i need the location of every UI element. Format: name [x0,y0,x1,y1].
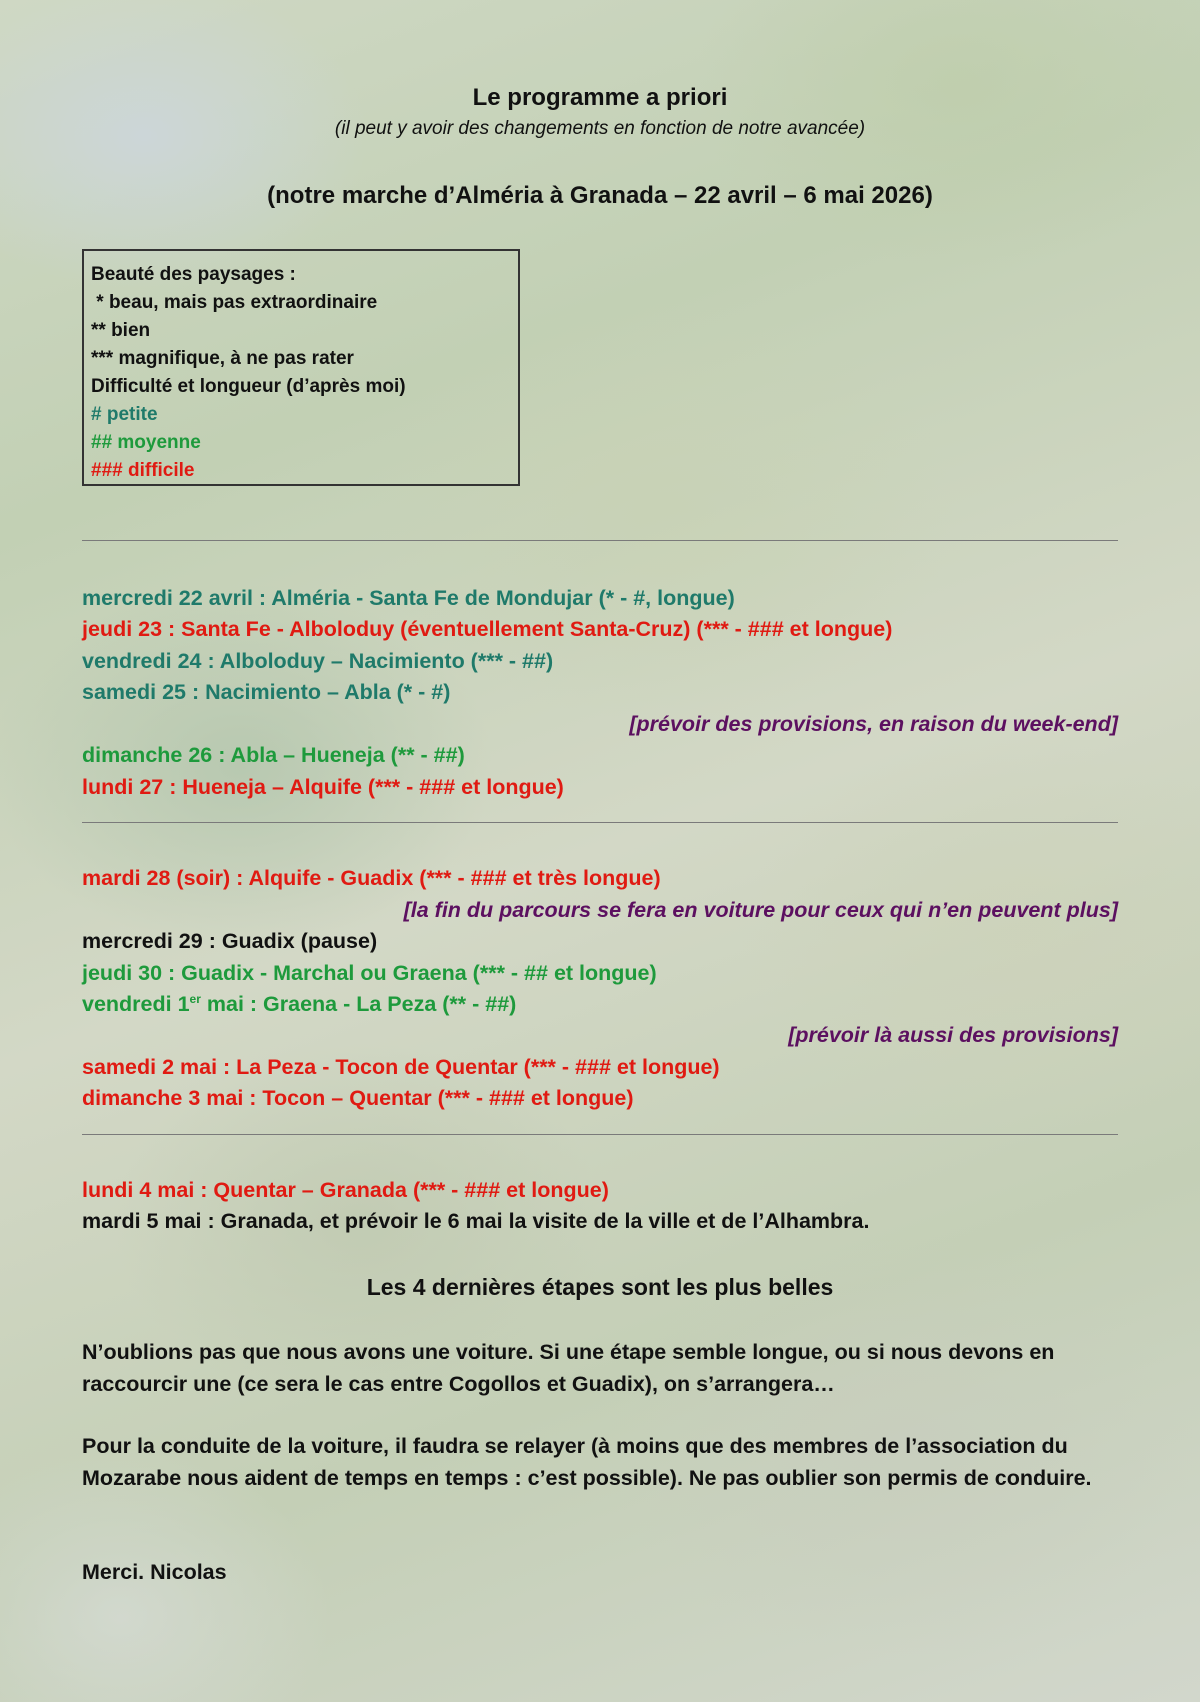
stage-line: dimanche 26 : Abla – Hueneja (** - ##) [82,743,465,767]
stage-line: mardi 28 (soir) : Alquife - Guadix (*** - ### et très longue) [82,866,661,890]
legend-diff-3: ### difficile [91,460,195,481]
stage-line: lundi 4 mai : Quentar – Granada (*** - ### et longue) [82,1178,609,1202]
car-note: [la fin du parcours se fera en voiture pour ceux qui n’en peuvent plus] [403,898,1118,922]
stage-line: mardi 5 mai : Granada, et prévoir le 6 mai la visite de la ville et de l’Alhambra. [82,1209,870,1233]
stage-line [82,992,1118,1017]
page-subtitle: (il peut y avoir des changements en fonction de notre avancée) [334,118,866,139]
stage-text: vendredi 1 [82,992,190,1016]
divider [82,822,1118,823]
stage-line: mercredi 22 avril : Alméria - Santa Fe de Mondujar (* - #, longue) [82,586,735,610]
legend-beauty-2: ** bien [91,320,151,341]
stage-text: mai : Graena - La Peza (** - ##) [200,992,517,1016]
stage-line: jeudi 23 : Santa Fe - Alboloduy (éventuellement Santa-Cruz) (*** - ### et longue) [82,617,893,641]
stage-line: dimanche 3 mai : Tocon – Quentar (*** - ### et longue) [82,1086,634,1110]
page-title: Le programme a priori [472,84,728,111]
driving-paragraph: Pour la conduite de la voiture, il faudra se relayer (à moins que des membres de l’association du Mozarabe nous aident de temps en temps : c’est possible). Ne pas oublier son permis de conduire. [82,1434,1092,1490]
stage-line: lundi 27 : Hueneja – Alquife (*** - ### et longue) [82,775,564,799]
stage-line: vendredi 24 : Alboloduy – Nacimiento (*** - ##) [82,649,554,673]
legend-difficulty-title: Difficulté et longueur (d’après moi) [91,376,406,397]
signature: Merci. Nicolas [82,1560,227,1584]
stage-line: samedi 25 : Nacimiento – Abla (* - #) [82,680,451,704]
ordinal-suffix: er [189,991,201,1006]
legend-beauty-1: * beau, mais pas extraordinaire [91,292,378,313]
car-paragraph: N’oublions pas que nous avons une voiture. Si une étape semble longue, ou si nous devons en raccourcir une (ce sera le cas entre Cogollos et Guadix), on s’arrangera… [82,1340,1055,1396]
provisions-note: [prévoir là aussi des provisions] [788,1023,1118,1047]
provisions-note: [prévoir des provisions, en raison du week-end] [629,712,1118,736]
stage-line: mercredi 29 : Guadix (pause) [82,929,378,953]
legend-beauty-title: Beauté des paysages : [91,264,296,285]
highlight-heading: Les 4 dernières étapes sont les plus belles [366,1274,834,1300]
legend-diff-2: ## moyenne [91,432,201,453]
legend-beauty-3: *** magnifique, à ne pas rater [91,348,354,369]
trip-heading: (notre marche d’Alméria à Granada – 22 avril – 6 mai 2026) [267,182,933,209]
stage-line: samedi 2 mai : La Peza - Tocon de Quentar (*** - ### et longue) [82,1055,720,1079]
legend-box [82,249,520,486]
legend-diff-1: # petite [91,404,158,425]
divider [82,540,1118,541]
divider [82,1134,1118,1135]
stage-line: jeudi 30 : Guadix - Marchal ou Graena (*** - ## et longue) [82,961,657,985]
